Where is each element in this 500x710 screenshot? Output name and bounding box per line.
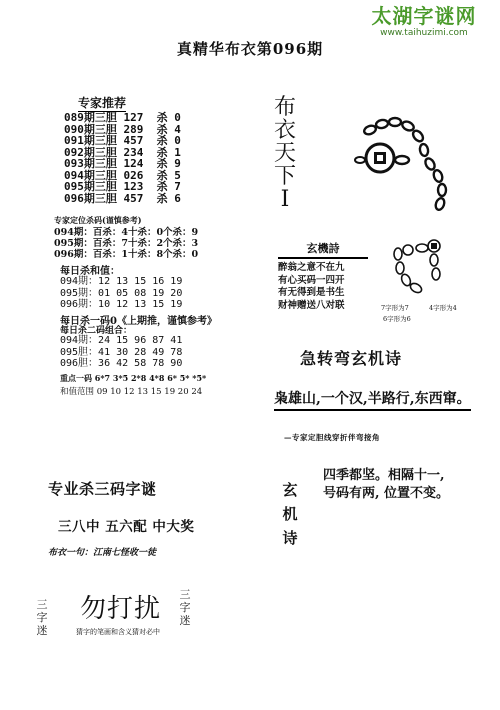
- jizhuan-title: 急转弯玄机诗: [300, 349, 403, 368]
- list-item: 090期三胆 289 杀 4: [64, 122, 181, 136]
- watermark-logo: [354, 4, 494, 39]
- list-item: 095期：01 05 08 19 20: [60, 287, 183, 299]
- sanzimi-right: [177, 588, 193, 627]
- list-item: 094期三胆 026 杀 5: [64, 168, 181, 182]
- list-item: 091期三胆 457 杀 0: [64, 134, 181, 147]
- vertical-char: 字: [179, 601, 191, 614]
- poem-line: 有无得到是书生: [278, 287, 345, 298]
- list-item: 095期三胆 123 杀 7: [64, 180, 181, 193]
- watermark-url: www.taihuzimi.com: [380, 28, 468, 38]
- expert-note: —专家定胆线穿折伴弯接角: [284, 433, 380, 442]
- pro-riddle-title: 专业杀三码字谜: [48, 480, 157, 498]
- vertical-char: 机: [282, 505, 298, 523]
- riddle-hint: 猜字的笔画和含义猜对必中: [76, 628, 160, 636]
- annotation-4: 4字形为4: [429, 304, 457, 312]
- poem-line: 四季都坚。相隔十一,: [323, 468, 445, 483]
- vertical-char: 三: [36, 598, 48, 611]
- chain-coin-illustration: [350, 112, 460, 222]
- list-item: 095胆：41 30 28 49 78: [60, 346, 183, 358]
- list-item: 094期：12 13 15 16 19: [60, 276, 183, 287]
- xuanji-title: 玄機詩: [278, 240, 368, 259]
- xuanji-poem-box: [278, 240, 368, 312]
- poem-line: 号码有两, 位置不变。: [323, 486, 450, 501]
- small-chain-illustration: [384, 234, 454, 304]
- list-item: 094期：24 15 96 87 41: [60, 335, 183, 346]
- list-item: 096胆：36 42 58 78 90: [60, 358, 183, 369]
- vertical-char: 诗: [282, 529, 298, 547]
- poem-line: 有心买码一四开: [278, 274, 345, 286]
- vertical-char: 迷: [179, 614, 191, 627]
- vertical-char: 字: [36, 611, 48, 624]
- expert-list: [64, 112, 181, 204]
- buyi-line: 布衣一句：江南七怪收一徒: [48, 548, 157, 558]
- list-item: 092期三胆 234 杀 1: [64, 145, 181, 159]
- buyi-vertical-title: [272, 96, 298, 211]
- dingwei-list: [54, 227, 198, 260]
- hezhi-range-line: 和值范围 09 10 12 13 15 19 20 24: [60, 387, 203, 397]
- heavy-code-line: 重点一码 6*7 3*5 2*8 4*8 6* 5* *5*: [60, 373, 207, 383]
- siji-poem: [323, 467, 449, 503]
- xuanji-vertical-title: [280, 478, 300, 550]
- daily-list: [60, 276, 182, 311]
- list-item: 096期三胆 457 杀 6: [64, 191, 181, 205]
- annotation-6: 6字形为6: [383, 315, 411, 323]
- watermark-brand: 太湖字谜网: [371, 4, 477, 28]
- page-title: 真精华布衣第096期: [176, 40, 324, 58]
- vertical-char: 布: [273, 95, 296, 120]
- annotation-7: 7字形为7: [381, 304, 409, 312]
- xuanji-lines: [278, 262, 368, 312]
- vertical-char: 三: [179, 588, 191, 601]
- list-item: 094期：百杀：4十杀：0个杀：9: [54, 227, 199, 238]
- vertical-char: 衣: [273, 118, 296, 143]
- vertical-char: 玄: [282, 481, 298, 499]
- list-item: 093期三胆 124 杀 9: [64, 157, 181, 170]
- xiaoxiong-line: 枭雄山,一个汉,半路行,东西窜。: [274, 388, 471, 411]
- list-item: 089期三胆 127 杀 0: [64, 111, 181, 124]
- list-item: 096期：10 12 13 15 19: [60, 299, 183, 310]
- dingwei-section-title: 专家定位杀码(谨慎参考): [54, 215, 142, 225]
- vertical-char: 天: [273, 141, 296, 166]
- sanzu-list: [60, 335, 182, 370]
- list-item: 095期：百杀：7十杀：2个杀：3: [54, 238, 199, 249]
- poem-line: 财神赠送八对联: [278, 299, 345, 311]
- vertical-char: 迷: [36, 624, 48, 637]
- list-item: 096期：百杀：1十杀：8个杀：0: [54, 249, 199, 260]
- vertical-char: 下: [273, 164, 296, 189]
- yima-title: 每日杀一码0《上期推，谨慎参考》: [60, 316, 217, 327]
- daily-section-title: 每日杀和值：: [60, 266, 120, 277]
- poem-line: 醉翁之意不在九: [278, 262, 345, 273]
- sanzu-section-title: 每日杀二码组合：: [60, 326, 133, 336]
- sanzimi-left: [34, 598, 50, 637]
- expert-section-title: 专家推荐: [78, 96, 127, 110]
- pro-riddle-subtitle: 三八中 五六配 中大奖: [58, 519, 195, 535]
- vertical-char: I: [280, 187, 290, 212]
- riddle-text: 勿打扰: [80, 594, 162, 624]
